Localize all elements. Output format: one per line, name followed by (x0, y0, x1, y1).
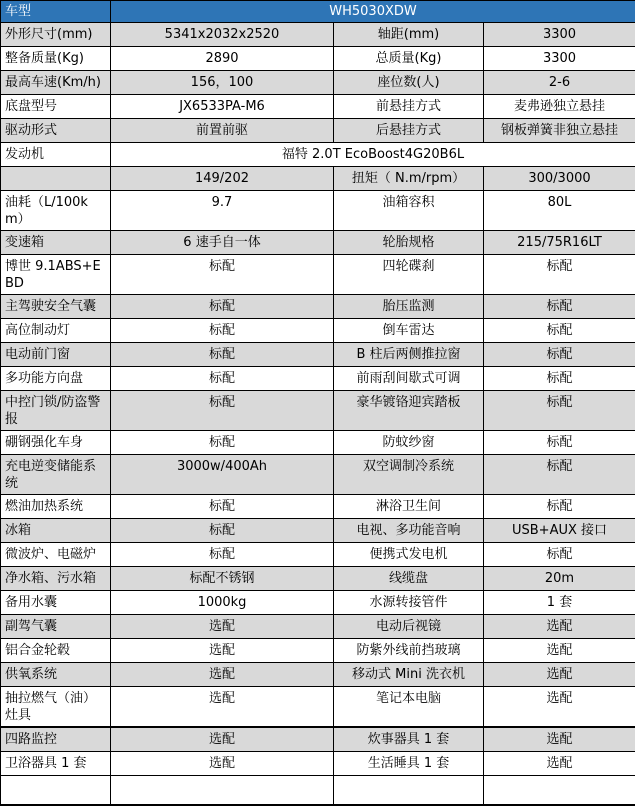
spec-value-right: 3300 (484, 23, 635, 47)
spec-label: 供氧系统 (1, 663, 111, 687)
spec-label: 充电逆变储能系统 (1, 455, 111, 495)
spec-value: 标配 (111, 519, 334, 543)
spec-label-right: 移动式 Mini 洗衣机 (334, 663, 484, 687)
table-row (1, 663, 635, 687)
spec-value: 标配 (111, 367, 334, 391)
table-row (1, 23, 635, 47)
table-row (1, 167, 635, 191)
spec-value-right: 标配 (484, 495, 635, 519)
table-row (1, 143, 635, 167)
table-header-row (1, 1, 635, 23)
spec-value-right: 钢板弹簧非独立悬挂 (484, 119, 635, 143)
spec-label: 多功能方向盘 (1, 367, 111, 391)
spec-label: 整备质量(Kg) (1, 47, 111, 71)
spec-label: 外形尺寸(mm) (1, 23, 111, 47)
table-row (1, 567, 635, 591)
spec-label-right: 油箱容积 (334, 191, 484, 231)
spec-value: 标配 (111, 255, 334, 295)
spec-label-right: B 柱后两侧推拉窗 (334, 343, 484, 367)
spec-value-right: 标配 (484, 367, 635, 391)
spec-value: 标配 (111, 495, 334, 519)
spec-value-right: 20m (484, 567, 635, 591)
spec-value: 149/202 (111, 167, 334, 191)
spec-label-right: 便携式发电机 (334, 543, 484, 567)
spec-label: 四路监控 (1, 727, 111, 751)
table-row (1, 431, 635, 455)
table-row (1, 455, 635, 495)
spec-label: 主驾驶安全气囊 (1, 295, 111, 319)
table-row (1, 543, 635, 567)
spec-value: 1000kg (111, 591, 334, 615)
spec-value: JX6533PA-M6 (111, 95, 334, 119)
spec-value: 标配 (111, 543, 334, 567)
model-header-label: 车型 (1, 1, 111, 23)
spec-label-right: 淋浴卫生间 (334, 495, 484, 519)
table-row (1, 367, 635, 391)
spec-value-right: 标配 (484, 295, 635, 319)
spec-label: 油耗（L/100km） (1, 191, 111, 231)
spec-value: 5341x2032x2520 (111, 23, 334, 47)
spec-value: 标配不锈钢 (111, 567, 334, 591)
spec-value-full: 福特 2.0T EcoBoost4G20B6L (111, 143, 635, 167)
spec-value-right: USB+AUX 接口 (484, 519, 635, 543)
spec-label: 净水箱、污水箱 (1, 567, 111, 591)
table-row (1, 343, 635, 367)
spec-label-right: 线缆盘 (334, 567, 484, 591)
spec-value-right: 选配 (484, 687, 635, 728)
table-row (1, 751, 635, 775)
spec-label: 驱动形式 (1, 119, 111, 143)
spec-value: 选配 (111, 687, 334, 728)
spec-label-right: 笔记本电脑 (334, 687, 484, 728)
table-row (1, 615, 635, 639)
spec-label: 冰箱 (1, 519, 111, 543)
spec-value: 标配 (111, 319, 334, 343)
spec-value-right: 标配 (484, 543, 635, 567)
spec-value: 选配 (111, 727, 334, 751)
spec-label-right: 轮胎规格 (334, 231, 484, 255)
spec-value: 156，100 (111, 71, 334, 95)
spec-label: 发动机 (1, 143, 111, 167)
spec-label (1, 775, 111, 805)
spec-value-right: 300/3000 (484, 167, 635, 191)
spec-label: 高位制动灯 (1, 319, 111, 343)
table-row (1, 191, 635, 231)
table-row (1, 319, 635, 343)
spec-value-right: 选配 (484, 615, 635, 639)
table-row (1, 687, 635, 728)
table-row (1, 775, 635, 805)
spec-value: 选配 (111, 751, 334, 775)
spec-label: 底盘型号 (1, 95, 111, 119)
table-row (1, 519, 635, 543)
spec-label-right (334, 775, 484, 805)
spec-value-right: 标配 (484, 343, 635, 367)
spec-value: 标配 (111, 431, 334, 455)
spec-value-right: 215/75R16LT (484, 231, 635, 255)
spec-label-right: 双空调制冷系统 (334, 455, 484, 495)
table-row (1, 255, 635, 295)
spec-value: 9.7 (111, 191, 334, 231)
spec-label: 卫浴器具 1 套 (1, 751, 111, 775)
spec-value: 前置前驱 (111, 119, 334, 143)
spec-value-right: 选配 (484, 639, 635, 663)
spec-label-right: 炊事器具 1 套 (334, 727, 484, 751)
spec-label: 微波炉、电磁炉 (1, 543, 111, 567)
spec-value-right: 选配 (484, 751, 635, 775)
spec-value-right: 标配 (484, 319, 635, 343)
spec-value: 标配 (111, 391, 334, 431)
spec-value-right: 2-6 (484, 71, 635, 95)
spec-label (1, 167, 111, 191)
spec-label-right: 防蚊纱窗 (334, 431, 484, 455)
spec-value-right: 选配 (484, 727, 635, 751)
spec-value: 选配 (111, 615, 334, 639)
spec-value-right: 标配 (484, 391, 635, 431)
spec-table-body (1, 1, 635, 806)
spec-value: 选配 (111, 663, 334, 687)
spec-label-right: 防紫外线前挡玻璃 (334, 639, 484, 663)
spec-label: 燃油加热系统 (1, 495, 111, 519)
spec-value-right: 标配 (484, 455, 635, 495)
table-row (1, 495, 635, 519)
spec-label-right: 轴距(mm) (334, 23, 484, 47)
spec-label-right: 倒车雷达 (334, 319, 484, 343)
table-row (1, 639, 635, 663)
spec-label: 变速箱 (1, 231, 111, 255)
table-row (1, 727, 635, 751)
spec-value-right: 80L (484, 191, 635, 231)
spec-value: 选配 (111, 639, 334, 663)
spec-value (111, 775, 334, 805)
spec-value: 6 速手自一体 (111, 231, 334, 255)
spec-value-right: 标配 (484, 255, 635, 295)
spec-label: 副驾气囊 (1, 615, 111, 639)
spec-value-right (484, 775, 635, 805)
table-row (1, 71, 635, 95)
spec-label-right: 电视、多功能音响 (334, 519, 484, 543)
spec-label-right: 前悬挂方式 (334, 95, 484, 119)
spec-value-right: 麦弗逊独立悬挂 (484, 95, 635, 119)
spec-label: 博世 9.1ABS+EBD (1, 255, 111, 295)
table-row (1, 95, 635, 119)
spec-label-right: 四轮碟刹 (334, 255, 484, 295)
spec-label: 电动前门窗 (1, 343, 111, 367)
spec-label-right: 胎压监测 (334, 295, 484, 319)
spec-label-right: 座位数(人) (334, 71, 484, 95)
spec-value: 标配 (111, 295, 334, 319)
spec-value-right: 1 套 (484, 591, 635, 615)
table-row (1, 47, 635, 71)
spec-value-right: 标配 (484, 431, 635, 455)
spec-value: 标配 (111, 343, 334, 367)
table-row (1, 591, 635, 615)
spec-label-right: 扭矩（ N.m/rpm） (334, 167, 484, 191)
spec-label-right: 水源转接管件 (334, 591, 484, 615)
spec-label: 最高车速(Km/h) (1, 71, 111, 95)
table-row (1, 119, 635, 143)
spec-label: 硼钢强化车身 (1, 431, 111, 455)
spec-value-right: 3300 (484, 47, 635, 71)
spec-label-right: 生活睡具 1 套 (334, 751, 484, 775)
spec-label-right: 前雨刮间歇式可调 (334, 367, 484, 391)
spec-value: 2890 (111, 47, 334, 71)
table-row (1, 231, 635, 255)
spec-label: 抽拉燃气（油）灶具 (1, 687, 111, 728)
spec-label-right: 总质量(Kg) (334, 47, 484, 71)
spec-label: 铝合金轮毂 (1, 639, 111, 663)
spec-label-right: 豪华镀铬迎宾踏板 (334, 391, 484, 431)
spec-label: 备用水囊 (1, 591, 111, 615)
spec-value: 3000w/400Ah (111, 455, 334, 495)
spec-label-right: 后悬挂方式 (334, 119, 484, 143)
table-row (1, 295, 635, 319)
spec-label: 中控门锁/防盗警报 (1, 391, 111, 431)
spec-value-right: 选配 (484, 663, 635, 687)
table-row (1, 391, 635, 431)
model-header-value: WH5030XDW (111, 1, 635, 23)
spec-label-right: 电动后视镜 (334, 615, 484, 639)
